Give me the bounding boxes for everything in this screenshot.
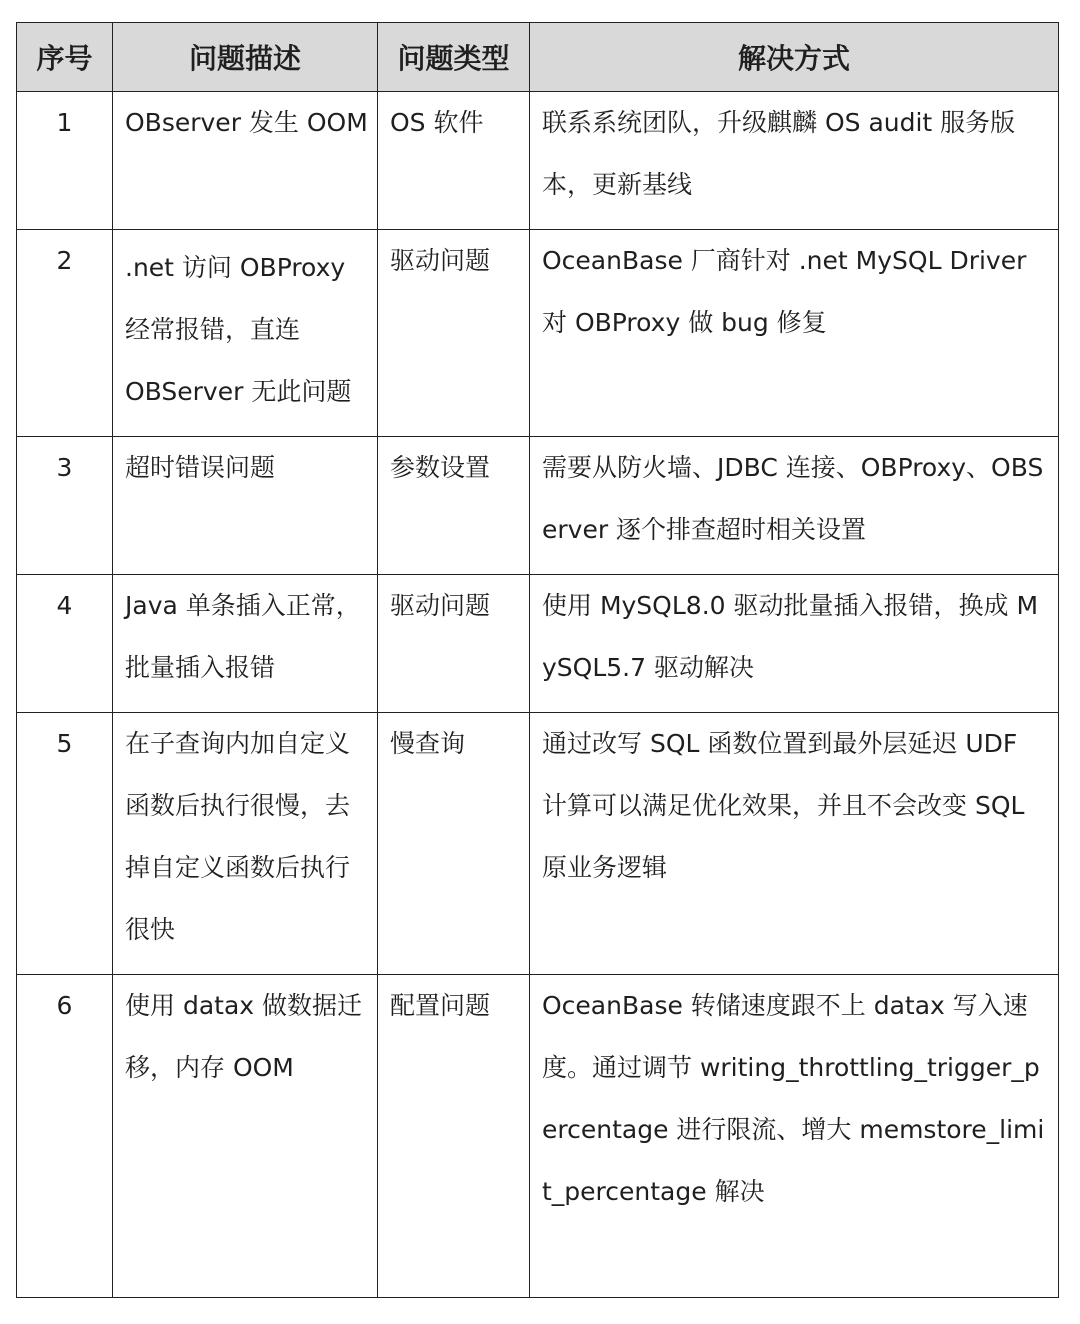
row-type (378, 437, 530, 575)
cell-text: 使用 MySQL8.0 驱动批量插入报错，换成 MySQL5.7 驱动解决 (542, 591, 1039, 682)
row-no (17, 575, 113, 713)
row-no (17, 975, 113, 1298)
row-solution (530, 975, 1059, 1298)
cell-text: 驱动问题 (390, 591, 491, 620)
cell-text: 慢查询 (390, 729, 466, 758)
issues-table (16, 22, 1059, 1298)
row-no (17, 713, 113, 975)
cell-text: 超时错误问题 (125, 453, 276, 482)
header-no: 序号 (17, 23, 113, 92)
cell-text: 驱动问题 (390, 246, 491, 275)
cell-text: 1 (56, 108, 73, 137)
cell-text: 需要从防火墙、JDBC 连接、OBProxy、OBServer 逐个排查超时相关设置 (542, 453, 1044, 544)
row-no (17, 437, 113, 575)
cell-text: 5 (56, 729, 73, 758)
cell-text: 2 (56, 246, 73, 275)
row-solution (530, 437, 1059, 575)
row-desc (113, 713, 378, 975)
row-solution (530, 92, 1059, 230)
row-solution (530, 713, 1059, 975)
row-no (17, 230, 113, 437)
row-type (378, 713, 530, 975)
row-type (378, 92, 530, 230)
row-solution (530, 230, 1059, 437)
row-desc (113, 437, 378, 575)
cell-text: 配置问题 (390, 991, 491, 1020)
header-solution: 解决方式 (530, 23, 1059, 92)
cell-text: Java 单条插入正常，批量插入报错 (125, 591, 361, 682)
cell-text: 在子查询内加自定义函数后执行很慢，去掉自定义函数后执行很快 (125, 729, 351, 944)
cell-text: 3 (56, 453, 73, 482)
header-row (17, 23, 1059, 92)
row-desc (113, 975, 378, 1298)
table-row (17, 230, 1059, 437)
row-desc (113, 92, 378, 230)
row-desc (113, 575, 378, 713)
header-desc: 问题描述 (113, 23, 378, 92)
cell-text: 参数设置 (390, 453, 491, 482)
row-no (17, 92, 113, 230)
row-type (378, 230, 530, 437)
cell-text: OS 软件 (390, 108, 484, 137)
table-row (17, 437, 1059, 575)
row-type (378, 575, 530, 713)
cell-text: OBserver 发生 OOM (125, 108, 368, 137)
cell-text: OceanBase 厂商针对 .net MySQL Driver 对 OBProxy 做 bug 修复 (542, 246, 1027, 337)
table-row (17, 575, 1059, 713)
header-type: 问题类型 (378, 23, 530, 92)
table-row (17, 713, 1059, 975)
row-desc (113, 230, 378, 437)
cell-text: .net 访问 OBProxy 经常报错，直连 OBServer 无此问题 (125, 253, 352, 406)
cell-text: 使用 datax 做数据迁移，内存 OOM (125, 991, 363, 1082)
table-row (17, 975, 1059, 1298)
cell-text: OceanBase 转储速度跟不上 datax 写入速度。通过调节 writing_throttling_trigger_percentage 进行限流、增大 memstore_limit_percentage 解决 (542, 991, 1045, 1206)
cell-text: 4 (56, 591, 73, 620)
row-type (378, 975, 530, 1298)
row-solution (530, 575, 1059, 713)
table-row (17, 92, 1059, 230)
cell-text: 联系系统团队，升级麒麟 OS audit 服务版本，更新基线 (542, 108, 1016, 199)
cell-text: 6 (56, 991, 73, 1020)
cell-text: 通过改写 SQL 函数位置到最外层延迟 UDF 计算可以满足优化效果，并且不会改变 SQL 原业务逻辑 (542, 729, 1025, 882)
